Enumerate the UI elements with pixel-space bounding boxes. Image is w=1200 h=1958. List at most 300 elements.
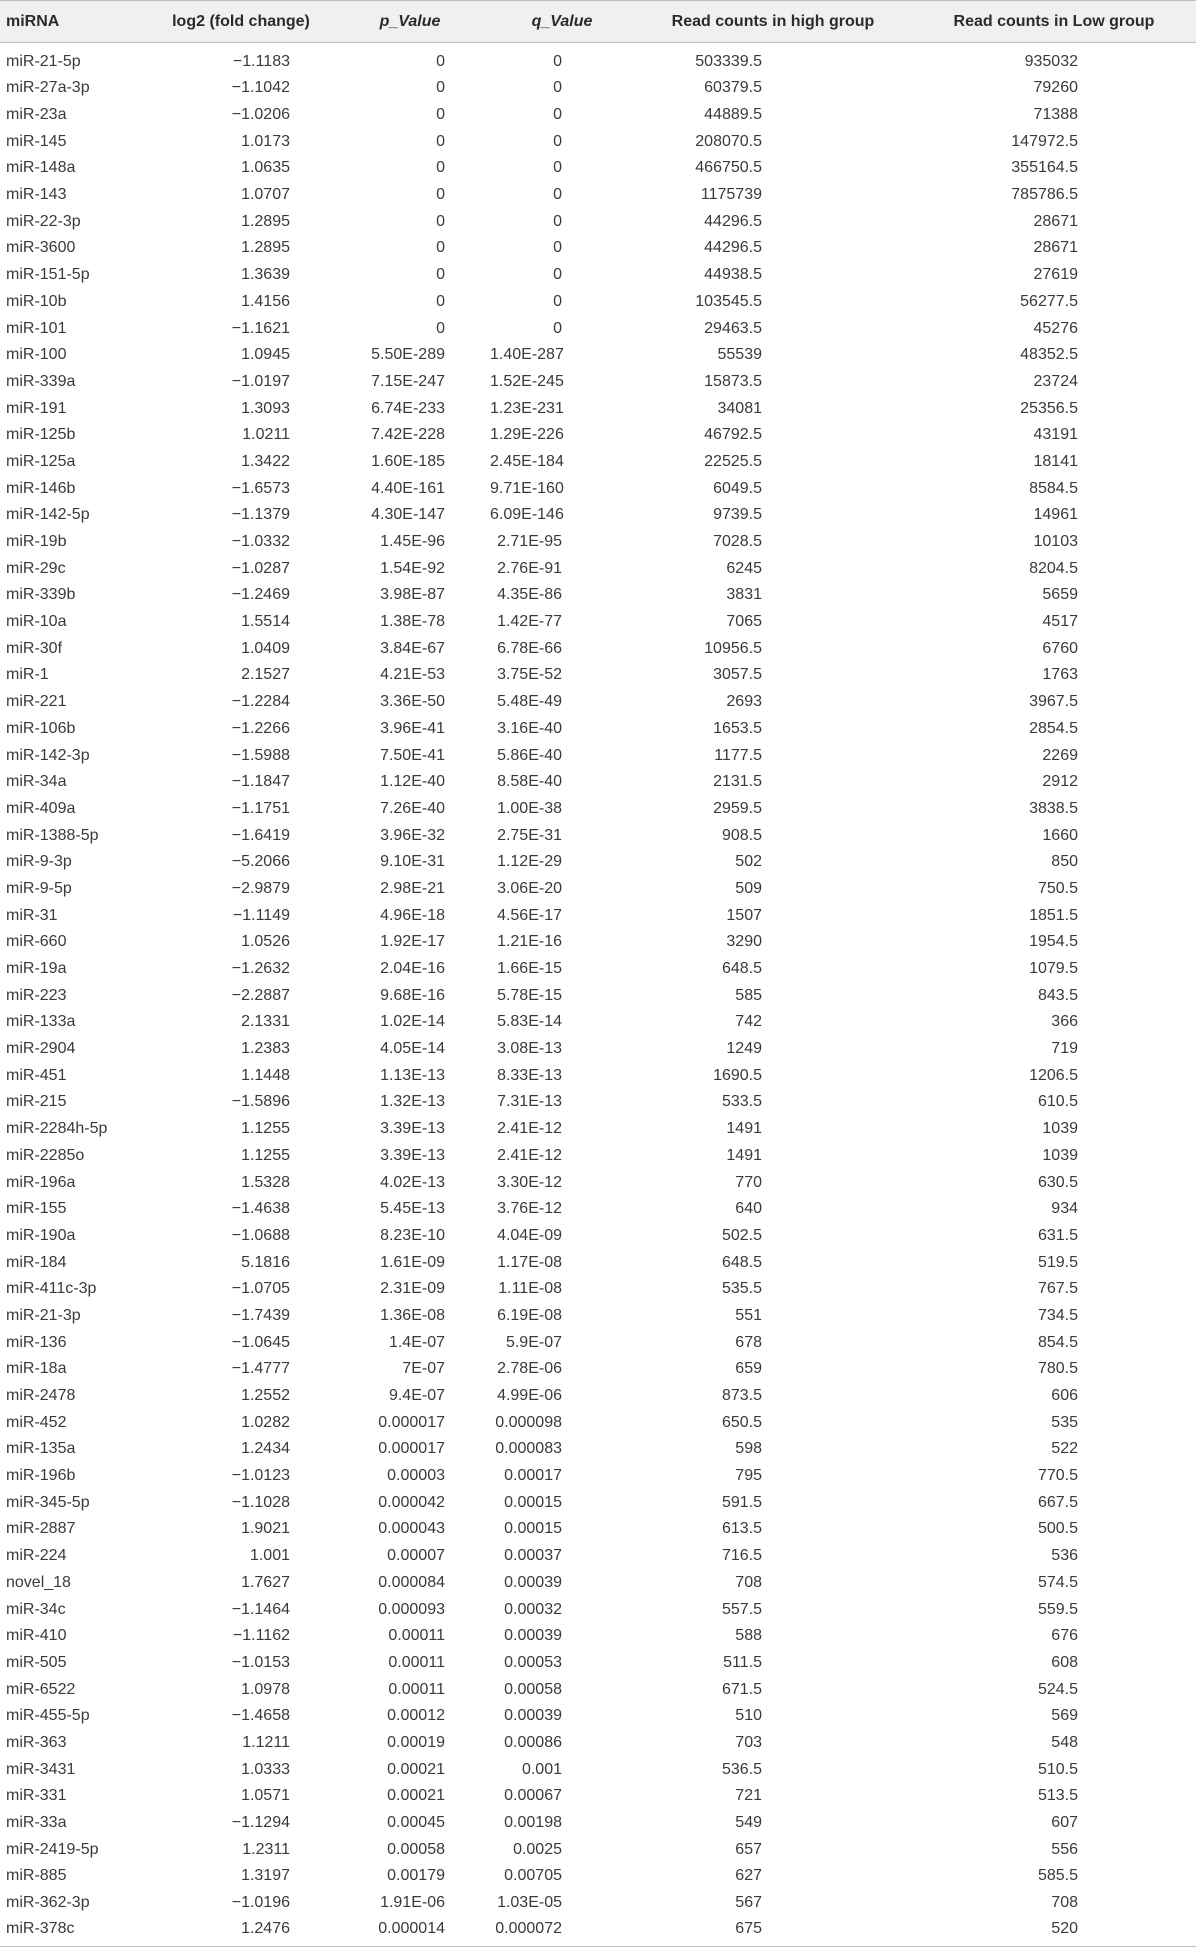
cell-read-counts-low: 147972.5	[1011, 132, 1078, 150]
cell-read-counts-high: 55539	[717, 346, 762, 364]
cell-read-counts-low: 843.5	[1037, 986, 1078, 1004]
cell-read-counts-low: 1763	[1042, 666, 1078, 684]
cell-p-value: 5.50E-289	[371, 346, 445, 364]
cell-read-counts-low: 556	[1051, 1840, 1078, 1858]
cell-q-value: 0.00039	[504, 1573, 562, 1591]
cell-log2-fold-change: 1.2552	[241, 1387, 290, 1405]
cell-log2-fold-change: 1.2895	[241, 239, 290, 257]
cell-read-counts-low: 28671	[1033, 212, 1078, 230]
cell-mirna: miR-31	[6, 906, 58, 924]
cell-read-counts-high: 503339.5	[695, 53, 762, 70]
cell-q-value: 0	[553, 79, 562, 97]
cell-q-value: 5.86E-40	[497, 746, 562, 764]
cell-mirna: miR-34c	[6, 1600, 66, 1618]
table-row	[0, 1916, 1196, 1947]
cell-read-counts-low: 10103	[1033, 533, 1078, 551]
cell-read-counts-high: 6049.5	[713, 479, 762, 497]
cell-q-value: 2.75E-31	[497, 826, 562, 844]
table-row	[0, 1249, 1196, 1276]
cell-p-value: 9.68E-16	[380, 986, 445, 1004]
cell-log2-fold-change: −1.0153	[231, 1653, 290, 1671]
cell-log2-fold-change: 1.3422	[241, 452, 290, 470]
cell-mirna: miR-146b	[6, 479, 76, 497]
cell-log2-fold-change: −1.1751	[231, 799, 290, 817]
cell-read-counts-high: 466750.5	[695, 159, 762, 177]
table-row	[0, 529, 1196, 556]
cell-log2-fold-change: 1.1255	[241, 1146, 290, 1164]
cell-q-value: 5.9E-07	[505, 1333, 562, 1351]
header-read-counts-high: Read counts in high group	[634, 1, 912, 43]
cell-p-value: 9.4E-07	[388, 1387, 445, 1405]
cell-read-counts-low: 48352.5	[1020, 346, 1078, 364]
cell-q-value: 0.0025	[513, 1840, 562, 1858]
table-row	[0, 1143, 1196, 1170]
table-row	[0, 1730, 1196, 1757]
cell-log2-fold-change: −1.6419	[231, 826, 290, 844]
table-row	[0, 422, 1196, 449]
cell-q-value: 6.19E-08	[497, 1306, 562, 1324]
cell-p-value: 0.00011	[388, 1627, 445, 1645]
cell-mirna: miR-451	[6, 1066, 67, 1084]
cell-read-counts-low: 854.5	[1037, 1333, 1078, 1351]
cell-log2-fold-change: −1.0196	[231, 1894, 290, 1912]
cell-read-counts-high: 3057.5	[713, 666, 762, 684]
cell-read-counts-low: 719	[1051, 1040, 1078, 1058]
cell-p-value: 0	[436, 79, 445, 97]
cell-p-value: 1.32E-13	[380, 1093, 445, 1111]
cell-read-counts-low: 2269	[1042, 746, 1078, 764]
cell-q-value: 0	[553, 292, 562, 310]
cell-log2-fold-change: −1.1042	[231, 79, 290, 97]
cell-q-value: 2.41E-12	[497, 1146, 562, 1164]
table-row	[0, 1303, 1196, 1330]
cell-p-value: 0	[436, 159, 445, 177]
cell-read-counts-high: 591.5	[721, 1493, 762, 1511]
cell-p-value: 1.61E-09	[380, 1253, 445, 1271]
cell-log2-fold-change: 2.1331	[241, 1013, 290, 1031]
cell-log2-fold-change: −1.1183	[232, 53, 290, 70]
cell-read-counts-high: 208070.5	[695, 132, 762, 150]
table-row	[0, 1089, 1196, 1116]
cell-mirna: miR-33a	[6, 1814, 67, 1832]
cell-read-counts-high: 44889.5	[704, 106, 762, 124]
cell-q-value: 0.00198	[504, 1814, 562, 1832]
cell-read-counts-low: 770.5	[1037, 1467, 1078, 1485]
cell-read-counts-low: 3838.5	[1029, 799, 1078, 817]
cell-q-value: 1.52E-245	[490, 372, 564, 390]
table-row	[0, 1783, 1196, 1810]
cell-read-counts-high: 1249	[726, 1040, 762, 1058]
cell-q-value: 0.000072	[490, 1916, 634, 1947]
table-row	[0, 1863, 1196, 1890]
header-read-counts-low: Read counts in Low group	[912, 1, 1196, 43]
cell-p-value: 1.91E-06	[380, 1894, 445, 1912]
cell-read-counts-low: 23724	[1033, 372, 1078, 390]
cell-p-value: 3.36E-50	[380, 693, 445, 711]
cell-q-value: 1.11E-08	[498, 1280, 562, 1298]
cell-read-counts-high: 9739.5	[713, 506, 762, 524]
cell-read-counts-low: 1660	[1042, 826, 1078, 844]
cell-mirna: miR-10a	[6, 613, 67, 631]
cell-read-counts-high: 1177.5	[714, 746, 762, 764]
cell-p-value: 4.96E-18	[380, 906, 445, 924]
cell-read-counts-low: 750.5	[1037, 879, 1078, 897]
cell-read-counts-high: 46792.5	[704, 426, 762, 444]
cell-mirna: miR-145	[6, 132, 67, 150]
cell-mirna: miR-362-3p	[6, 1894, 90, 1912]
cell-q-value: 0	[553, 53, 562, 70]
cell-p-value: 3.96E-41	[380, 719, 445, 737]
cell-read-counts-high: 671.5	[721, 1680, 762, 1698]
cell-read-counts-low: 780.5	[1037, 1360, 1078, 1378]
cell-mirna: miR-143	[6, 186, 67, 204]
table-row	[0, 555, 1196, 582]
cell-mirna: miR-142-3p	[6, 746, 90, 764]
cell-log2-fold-change: 2.1527	[241, 666, 290, 684]
cell-read-counts-high: 44296.5	[704, 239, 762, 257]
cell-read-counts-low: 366	[1051, 1013, 1078, 1031]
cell-read-counts-low: 6760	[1042, 639, 1078, 657]
cell-log2-fold-change: −1.7439	[231, 1306, 290, 1324]
table-row	[0, 1223, 1196, 1250]
cell-log2-fold-change: 1.3639	[241, 266, 290, 284]
table-row	[0, 1596, 1196, 1623]
cell-read-counts-low: 25356.5	[1020, 399, 1078, 417]
cell-q-value: 4.04E-09	[497, 1226, 562, 1244]
table-row	[0, 929, 1196, 956]
cell-mirna: miR-3431	[6, 1760, 76, 1778]
cell-mirna: miR-125b	[6, 426, 76, 444]
cell-read-counts-low: 355164.5	[1011, 159, 1078, 177]
cell-log2-fold-change: 1.2311	[242, 1840, 290, 1858]
table-row	[0, 1036, 1196, 1063]
cell-q-value: 1.23E-231	[490, 399, 564, 417]
cell-read-counts-high: 1491	[726, 1120, 762, 1138]
cell-log2-fold-change: 1.3093	[241, 399, 290, 417]
cell-p-value: 0.00011	[388, 1680, 445, 1698]
cell-p-value: 0.00019	[387, 1733, 445, 1751]
cell-p-value: 3.96E-32	[380, 826, 445, 844]
cell-mirna: miR-885	[6, 1867, 67, 1885]
cell-log2-fold-change: −1.0197	[231, 372, 290, 390]
cell-read-counts-high: 6245	[726, 559, 762, 577]
cell-mirna: miR-27a-3p	[6, 79, 90, 97]
table-row	[0, 956, 1196, 983]
cell-read-counts-low: 785786.5	[1011, 186, 1078, 204]
cell-mirna: miR-184	[6, 1253, 67, 1271]
cell-p-value: 1.36E-08	[380, 1306, 445, 1324]
cell-read-counts-high: 533.5	[721, 1093, 762, 1111]
cell-mirna: miR-9-3p	[6, 853, 72, 871]
cell-mirna: miR-30f	[6, 639, 63, 657]
cell-log2-fold-change: −1.0287	[231, 559, 290, 577]
cell-log2-fold-change: −1.1379	[231, 506, 290, 524]
cell-mirna: miR-18a	[6, 1360, 67, 1378]
table-row	[0, 208, 1196, 235]
cell-q-value: 1.03E-05	[497, 1894, 562, 1912]
cell-log2-fold-change: −1.0688	[231, 1226, 290, 1244]
cell-mirna: miR-410	[6, 1627, 67, 1645]
cell-q-value: 0.00086	[504, 1733, 562, 1751]
cell-log2-fold-change: 1.2434	[241, 1440, 290, 1458]
cell-p-value: 0.00021	[387, 1760, 445, 1778]
cell-q-value: 1.66E-15	[497, 960, 562, 978]
cell-q-value: 1.12E-29	[497, 853, 562, 871]
cell-q-value: 0	[553, 212, 562, 230]
cell-read-counts-high: 44296.5	[704, 212, 762, 230]
cell-log2-fold-change: 1.0282	[241, 1413, 290, 1431]
cell-log2-fold-change: −2.9879	[231, 879, 290, 897]
cell-q-value: 0.000083	[495, 1440, 562, 1458]
cell-log2-fold-change: −1.1621	[231, 319, 290, 337]
cell-read-counts-low: 1079.5	[1029, 960, 1078, 978]
cell-q-value: 4.99E-06	[497, 1387, 562, 1405]
table-row	[0, 662, 1196, 689]
cell-log2-fold-change: −1.5896	[231, 1093, 290, 1111]
cell-p-value: 0.00179	[387, 1867, 445, 1885]
cell-log2-fold-change: −1.6573	[231, 479, 290, 497]
cell-p-value: 0	[436, 132, 445, 150]
cell-read-counts-high: 511.5	[723, 1653, 762, 1671]
table-row	[0, 582, 1196, 609]
cell-read-counts-high: 44938.5	[704, 266, 762, 284]
cell-read-counts-high: 29463.5	[704, 319, 762, 337]
cell-log2-fold-change: 1.2476	[152, 1916, 330, 1947]
table-row	[0, 235, 1196, 262]
cell-p-value: 4.21E-53	[380, 666, 445, 684]
cell-log2-fold-change: 1.0978	[241, 1680, 290, 1698]
table-row	[0, 289, 1196, 316]
cell-q-value: 0	[553, 159, 562, 177]
cell-read-counts-high: 908.5	[721, 826, 762, 844]
cell-p-value: 0.000084	[378, 1573, 445, 1591]
cell-p-value: 0	[436, 239, 445, 257]
cell-read-counts-high: 536.5	[721, 1760, 762, 1778]
cell-read-counts-high: 510	[735, 1707, 762, 1725]
table-row	[0, 1810, 1196, 1837]
cell-mirna: miR-345-5p	[6, 1493, 90, 1511]
table-row	[0, 1570, 1196, 1597]
cell-log2-fold-change: −1.5988	[231, 746, 290, 764]
cell-p-value: 4.02E-13	[380, 1173, 445, 1191]
cell-p-value: 1.02E-14	[380, 1013, 445, 1031]
cell-read-counts-high: 502	[735, 853, 762, 871]
cell-log2-fold-change: −1.0332	[231, 533, 290, 551]
cell-read-counts-high: 703	[735, 1733, 762, 1751]
cell-mirna: miR-196b	[6, 1467, 76, 1485]
cell-q-value: 6.78E-66	[497, 639, 562, 657]
cell-q-value: 0	[553, 106, 562, 124]
cell-q-value: 0	[553, 319, 562, 337]
cell-read-counts-low: 1039	[1042, 1146, 1078, 1164]
cell-log2-fold-change: −1.2266	[231, 719, 290, 737]
cell-p-value: 3.84E-67	[380, 639, 445, 657]
table-row	[0, 1836, 1196, 1863]
cell-q-value: 1.29E-226	[490, 426, 564, 444]
cell-p-value: 0	[436, 186, 445, 204]
table-row	[0, 1329, 1196, 1356]
cell-p-value: 6.74E-233	[371, 399, 445, 417]
cell-mirna: miR-455-5p	[6, 1707, 90, 1725]
cell-log2-fold-change: −5.2066	[231, 853, 290, 871]
cell-read-counts-high: 1491	[726, 1146, 762, 1164]
cell-read-counts-low: 585.5	[1037, 1867, 1078, 1885]
table-row	[0, 1890, 1196, 1917]
cell-mirna: miR-151-5p	[6, 266, 90, 284]
cell-read-counts-low: 548	[1051, 1733, 1078, 1751]
cell-p-value: 0.000017	[378, 1413, 445, 1431]
cell-mirna: miR-23a	[6, 106, 67, 124]
cell-mirna: miR-2285o	[6, 1146, 85, 1164]
table-row	[0, 1489, 1196, 1516]
cell-p-value: 0	[436, 53, 445, 70]
cell-log2-fold-change: −1.1028	[231, 1493, 290, 1511]
cell-mirna: miR-363	[6, 1733, 67, 1751]
cell-p-value: 1.60E-185	[371, 452, 445, 470]
table-row	[0, 1276, 1196, 1303]
table-row	[0, 902, 1196, 929]
cell-q-value: 3.08E-13	[497, 1040, 562, 1058]
cell-read-counts-high: 678	[735, 1333, 762, 1351]
cell-read-counts-high: 613.5	[721, 1520, 762, 1538]
cell-read-counts-high: 1507	[726, 906, 762, 924]
table-row	[0, 982, 1196, 1009]
table-row	[0, 742, 1196, 769]
cell-mirna: miR-1	[6, 666, 49, 684]
cell-mirna: miR-2419-5p	[6, 1840, 99, 1858]
cell-read-counts-high: 640	[735, 1200, 762, 1218]
cell-read-counts-low: 676	[1051, 1627, 1078, 1645]
cell-q-value: 3.16E-40	[497, 719, 562, 737]
table-row	[0, 128, 1196, 155]
table-row	[0, 1623, 1196, 1650]
cell-mirna: miR-135a	[6, 1440, 76, 1458]
cell-p-value: 1.92E-17	[380, 933, 445, 951]
cell-q-value: 2.71E-95	[497, 533, 562, 551]
cell-read-counts-high: 873.5	[721, 1387, 762, 1405]
cell-mirna: miR-148a	[6, 159, 76, 177]
cell-read-counts-high: 502.5	[721, 1226, 762, 1244]
cell-mirna: miR-101	[6, 319, 67, 337]
cell-read-counts-low: 79260	[1033, 79, 1078, 97]
cell-read-counts-low: 610.5	[1037, 1093, 1078, 1111]
cell-log2-fold-change: −1.1149	[232, 906, 290, 924]
cell-log2-fold-change: 1.0571	[241, 1787, 290, 1805]
cell-p-value: 0.000014	[330, 1916, 490, 1947]
cell-read-counts-high: 15873.5	[704, 372, 762, 390]
cell-mirna: miR-133a	[6, 1013, 76, 1031]
cell-read-counts-high: 549	[735, 1814, 762, 1832]
cell-read-counts-low: 1954.5	[1029, 933, 1078, 951]
cell-read-counts-high: 1690.5	[713, 1066, 762, 1084]
cell-p-value: 4.40E-161	[371, 479, 445, 497]
cell-mirna: miR-2887	[6, 1520, 76, 1538]
table-row	[0, 75, 1196, 102]
cell-q-value: 0	[553, 132, 562, 150]
cell-log2-fold-change: −1.2469	[231, 586, 290, 604]
cell-mirna: miR-22-3p	[6, 212, 81, 230]
cell-read-counts-high: 567	[735, 1894, 762, 1912]
cell-p-value: 3.39E-13	[380, 1120, 445, 1138]
table-row	[0, 395, 1196, 422]
cell-q-value: 3.06E-20	[497, 879, 562, 897]
cell-q-value: 0	[553, 239, 562, 257]
cell-p-value: 0.00012	[387, 1707, 445, 1725]
cell-q-value: 1.42E-77	[497, 613, 562, 631]
cell-log2-fold-change: 1.0526	[241, 933, 290, 951]
cell-log2-fold-change: −1.0645	[231, 1333, 290, 1351]
cell-log2-fold-change: 1.0211	[242, 426, 290, 444]
cell-read-counts-low: 5659	[1042, 586, 1078, 604]
cell-p-value: 0	[436, 212, 445, 230]
cell-mirna: miR-660	[6, 933, 67, 951]
cell-read-counts-low: 27619	[1033, 266, 1078, 284]
cell-q-value: 8.33E-13	[497, 1066, 562, 1084]
cell-mirna: miR-411c-3p	[6, 1280, 97, 1298]
cell-p-value: 0.00003	[387, 1467, 445, 1485]
cell-log2-fold-change: 1.4156	[241, 292, 290, 310]
cell-read-counts-high: 22525.5	[704, 452, 762, 470]
table-row	[0, 635, 1196, 662]
cell-read-counts-low: 2912	[1042, 773, 1078, 791]
cell-read-counts-high: 742	[735, 1013, 762, 1031]
cell-mirna: miR-106b	[6, 719, 76, 737]
cell-read-counts-low: 519.5	[1037, 1253, 1078, 1271]
cell-read-counts-low: 500.5	[1037, 1520, 1078, 1538]
cell-mirna: miR-339b	[6, 586, 76, 604]
table-row	[0, 769, 1196, 796]
cell-read-counts-high: 648.5	[721, 1253, 762, 1271]
cell-q-value: 8.58E-40	[497, 773, 562, 791]
table-row	[0, 876, 1196, 903]
cell-log2-fold-change: 1.1211	[242, 1733, 290, 1751]
cell-read-counts-low: 520	[912, 1916, 1196, 1947]
cell-log2-fold-change: −1.1294	[231, 1814, 290, 1832]
cell-read-counts-low: 631.5	[1037, 1226, 1078, 1244]
cell-mirna: miR-142-5p	[6, 506, 90, 524]
cell-mirna: miR-223	[6, 986, 67, 1004]
cell-read-counts-high: 10956.5	[704, 639, 762, 657]
cell-mirna: miR-505	[6, 1653, 67, 1671]
cell-read-counts-low: 71388	[1033, 106, 1078, 124]
cell-log2-fold-change: −1.0206	[231, 106, 290, 124]
cell-mirna: miR-10b	[6, 292, 67, 310]
table-row	[0, 1196, 1196, 1223]
cell-read-counts-low: 522	[1051, 1440, 1078, 1458]
cell-read-counts-low: 1039	[1042, 1120, 1078, 1138]
table-row	[0, 475, 1196, 502]
table-row	[0, 1516, 1196, 1543]
cell-log2-fold-change: −1.1464	[231, 1600, 290, 1618]
cell-log2-fold-change: 5.1816	[241, 1253, 290, 1271]
cell-p-value: 9.10E-31	[380, 853, 445, 871]
cell-mirna: miR-331	[6, 1787, 67, 1805]
cell-read-counts-low: 574.5	[1037, 1573, 1078, 1591]
cell-read-counts-low: 535	[1051, 1413, 1078, 1431]
cell-mirna: miR-221	[6, 693, 67, 711]
cell-read-counts-low: 524.5	[1037, 1680, 1078, 1698]
cell-q-value: 0.00032	[504, 1600, 562, 1618]
table-row	[0, 43, 1196, 76]
cell-q-value: 0	[553, 266, 562, 284]
table-row	[0, 262, 1196, 289]
cell-log2-fold-change: 1.2383	[241, 1040, 290, 1058]
table-body	[0, 43, 1196, 1947]
cell-read-counts-low: 28671	[1033, 239, 1078, 257]
cell-log2-fold-change: 1.5328	[241, 1173, 290, 1191]
cell-read-counts-low: 667.5	[1037, 1493, 1078, 1511]
cell-read-counts-high: 585	[735, 986, 762, 1004]
